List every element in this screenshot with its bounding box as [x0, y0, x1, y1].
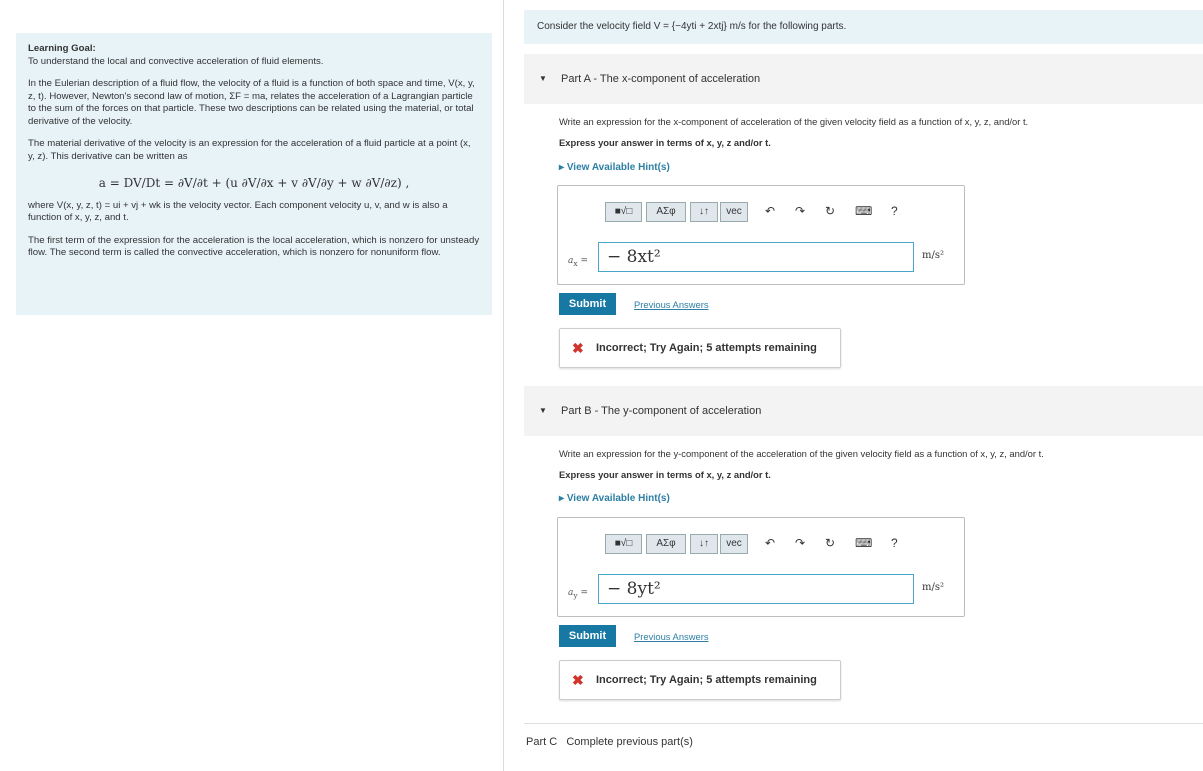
redo-icon[interactable]: ↷ [795, 536, 806, 550]
goal-paragraph-2: The material derivative of the velocity is an expression for the acceleration of a fluid particle at a point (x, y, z). This derivative can be written as [28, 138, 471, 162]
help-icon[interactable]: ? [891, 536, 898, 550]
part-b-instruction: Write an expression for the y-component of the acceleration of the given velocity field as a function of x, y, z, and/or t. [559, 448, 1044, 459]
material-derivative-equation: a = DV/Dt = ∂V/∂t + (u ∂V/∂x + v ∂V/∂y + w ∂V/∂z) , [98, 176, 410, 190]
goal-paragraph-3: where V(x, y, z, t) = ui + vj + wk is the velocity vector. Each component velocity u, v, and w is also a function of x, y, z, and t. [28, 199, 448, 223]
undo-icon[interactable]: ↶ [765, 204, 776, 218]
ax-unit: m/s² [922, 250, 944, 261]
part-c-status: Complete previous part(s) [566, 736, 693, 748]
vector-button[interactable]: vec [720, 534, 748, 554]
templates-button[interactable]: ■√□ [605, 202, 642, 222]
goal-paragraph-1: In the Eulerian description of a fluid flow, the velocity of a fluid is a function of both space and time, V(x, y, z, t). However, Newton's second law of motion, ΣF = ma, relates the acceleration of a Lagrangian particle to the sum of the forces on that particle. These two descriptions can be related using the material, or total derivative of the velocity. [28, 78, 475, 127]
part-a-previous-answers-link[interactable]: Previous Answers [634, 299, 709, 310]
arrows-button[interactable]: ↓↑ [690, 202, 718, 222]
ax-answer-input[interactable]: − 8xt² [598, 242, 914, 272]
problem-intro: Consider the velocity field V = {−4yti + 2xtj} m/s for the following parts. [524, 10, 1203, 44]
goal-paragraph-4: The first term of the expression for the acceleration is the local acceleration, which is nonzero for unsteady flow. The second term is called the convective acceleration, which is nonzero for nonuniform flow. [28, 234, 480, 258]
collapse-triangle-icon[interactable]: ▼ [539, 74, 547, 83]
reset-icon[interactable]: ↻ [825, 536, 836, 550]
part-a-express: Express your answer in terms of x, y, z and/or t. [559, 137, 771, 148]
part-a-instruction: Write an expression for the x-component of acceleration of the given velocity field as a function of x, y, z, and/or t. [559, 116, 1029, 127]
keyboard-icon[interactable]: ⌨ [855, 536, 873, 550]
part-b-hint-link[interactable]: ▸ View Available Hint(s) [559, 493, 670, 504]
part-b-answer-editor [557, 517, 965, 617]
part-c-row [526, 736, 693, 748]
ax-label: $a_x$ = [568, 256, 589, 268]
incorrect-x-icon: ✖ [572, 672, 584, 688]
ay-label: $a_y$ = [568, 588, 589, 600]
incorrect-x-icon: ✖ [572, 340, 584, 356]
collapse-triangle-icon[interactable]: ▼ [539, 406, 547, 415]
vector-button[interactable]: vec [720, 202, 748, 222]
ay-unit: m/s² [922, 582, 944, 593]
redo-icon[interactable]: ↷ [795, 204, 806, 218]
part-c-label: Part C [526, 736, 558, 748]
templates-button[interactable]: ■√□ [605, 534, 642, 554]
part-b-previous-answers-link[interactable]: Previous Answers [634, 631, 709, 642]
learning-goal-panel [16, 33, 492, 315]
part-b-submit-button[interactable]: Submit [559, 625, 616, 647]
keyboard-icon[interactable]: ⌨ [855, 204, 873, 218]
ay-answer-input[interactable]: − 8yt² [598, 574, 914, 604]
arrows-button[interactable]: ↓↑ [690, 534, 718, 554]
learning-goal-summary: To understand the local and convective acceleration of fluid elements. [28, 55, 324, 67]
reset-icon[interactable]: ↻ [825, 204, 836, 218]
part-a-submit-button[interactable]: Submit [559, 293, 616, 315]
part-b-header[interactable] [524, 386, 1203, 436]
learning-goal-heading: Learning Goal: [28, 43, 96, 54]
undo-icon[interactable]: ↶ [765, 536, 776, 550]
part-b-title: Part B - The y-component of acceleration [561, 405, 762, 417]
part-b-feedback: ✖ Incorrect; Try Again; 5 attempts remaining [559, 660, 841, 700]
part-a-hint-link[interactable]: ▸ View Available Hint(s) [559, 162, 670, 173]
greek-symbols-button[interactable]: ΑΣφ [646, 202, 686, 222]
part-c-divider [524, 723, 1203, 724]
part-a-header[interactable] [524, 54, 1203, 104]
part-b-express: Express your answer in terms of x, y, z and/or t. [559, 469, 771, 480]
part-a-title: Part A - The x-component of acceleration [561, 73, 761, 85]
help-icon[interactable]: ? [891, 204, 898, 218]
part-a-feedback: ✖ Incorrect; Try Again; 5 attempts remaining [559, 328, 841, 368]
column-divider [503, 0, 504, 771]
greek-symbols-button[interactable]: ΑΣφ [646, 534, 686, 554]
part-a-answer-editor [557, 185, 965, 285]
